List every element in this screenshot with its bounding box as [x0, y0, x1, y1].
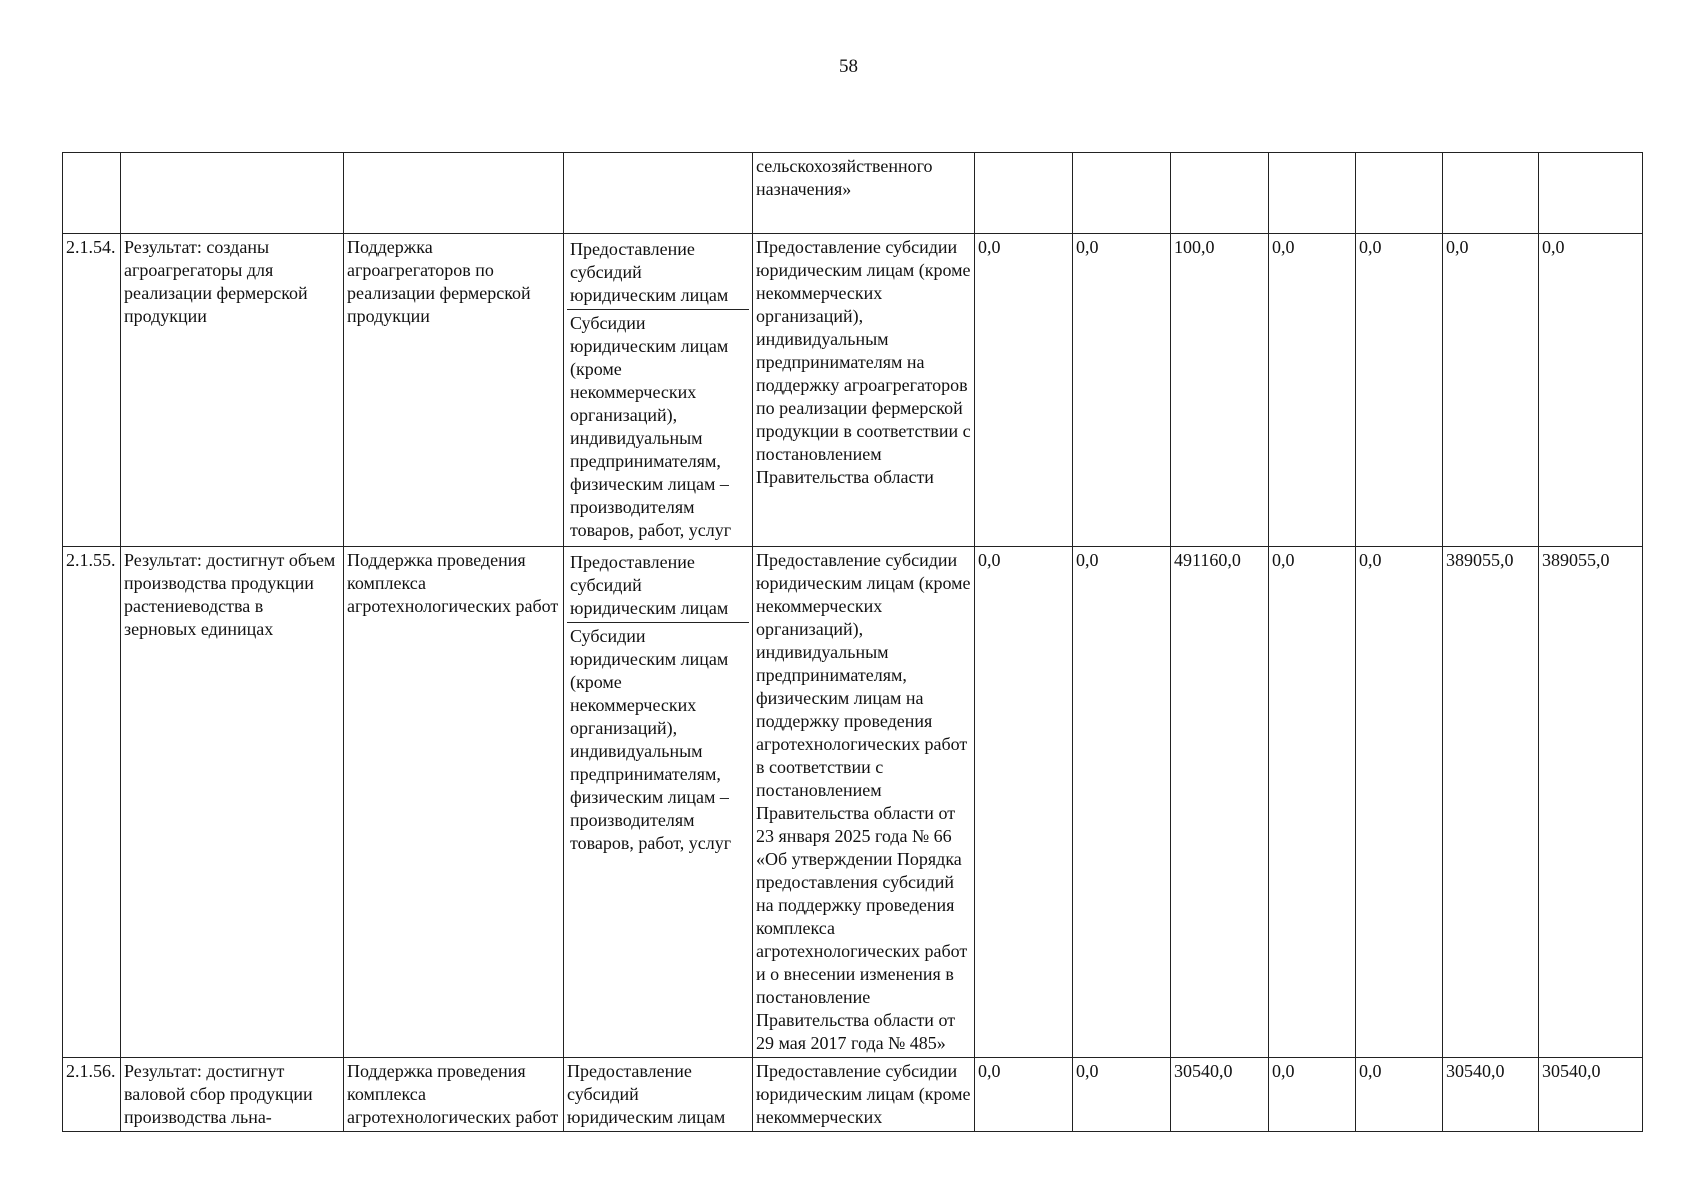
result-cell: Результат: достигнут объем производства продукции растениеводства в зерновых единицах — [121, 547, 344, 1058]
result-cell: Результат: созданы агроагрегаторы для реализации фермерской продукции — [121, 234, 344, 547]
value-cell: 0,0 — [1356, 547, 1443, 1058]
value-cell: 0,0 — [1356, 234, 1443, 547]
value-cell: 0,0 — [1356, 1058, 1443, 1132]
description-cell: сельскохозяйственного назначения» — [753, 153, 975, 234]
subsidy-type-a: Предоставление субсидий юридическим лицам — [567, 549, 749, 623]
value-cell: 389055,0 — [1443, 547, 1539, 1058]
value-cell: 30540,0 — [1443, 1058, 1539, 1132]
value-cell: 491160,0 — [1171, 547, 1269, 1058]
value-cell: 0,0 — [1073, 1058, 1171, 1132]
subsidy-type-b: Субсидии юридическим лицам (кроме некоммерческих организаций), индивидуальным предпринимателям, физическим лицам – производителям товаров, работ, услуг — [570, 313, 732, 540]
cell-empty — [1443, 153, 1539, 234]
table-row-continuation — [63, 153, 1643, 234]
value-cell: 0,0 — [975, 547, 1073, 1058]
value-cell: 30540,0 — [1171, 1058, 1269, 1132]
page-number: 58 — [839, 56, 858, 77]
value-cell: 0,0 — [1073, 234, 1171, 547]
cell-empty — [1073, 153, 1171, 234]
measure-cell: Поддержка агроагрегаторов по реализации фермерской продукции — [344, 234, 564, 547]
cell-empty — [975, 153, 1073, 234]
row-id: 2.1.56. — [63, 1058, 121, 1132]
cell-empty — [1539, 153, 1643, 234]
description-cell: Предоставление субсидии юридическим лицам (кроме некоммерческих — [753, 1058, 975, 1132]
cell-empty — [1269, 153, 1356, 234]
budget-table — [62, 152, 1643, 1132]
subsidy-type-a: Предоставление субсидий юридическим лицам — [564, 1058, 753, 1132]
description-cell: Предоставление субсидии юридическим лицам (кроме некоммерческих организаций), индивидуальным предпринимателям, физическим лицам на поддержку проведения агротехнологических работ в соответствии с постановлением Правительства области от 23 января 2025 года № 66 «Об утверждении Порядка предоставления субсидий на поддержку проведения комплекса агротехнологических работ и о внесении изменения в постановление Правительства области от 29 мая 2017 года № 485» — [753, 547, 975, 1058]
cell-empty — [564, 153, 753, 234]
value-cell: 0,0 — [1269, 547, 1356, 1058]
subsidy-type-cell — [564, 547, 753, 1058]
measure-cell: Поддержка проведения комплекса агротехнологических работ — [344, 1058, 564, 1132]
cell-empty — [344, 153, 564, 234]
measure-cell: Поддержка проведения комплекса агротехнологических работ — [344, 547, 564, 1058]
subsidy-type-a: Предоставление субсидий юридическим лицам — [567, 236, 749, 310]
value-cell: 0,0 — [1539, 234, 1643, 547]
value-cell: 0,0 — [1269, 234, 1356, 547]
value-cell: 0,0 — [975, 1058, 1073, 1132]
description-cell: Предоставление субсидии юридическим лицам (кроме некоммерческих организаций), индивидуальным предпринимателям на поддержку агроагрегаторов по реализации фермерской продукции в соответствии с постановлением Правительства области — [753, 234, 975, 547]
value-cell: 0,0 — [1269, 1058, 1356, 1132]
value-cell: 0,0 — [1443, 234, 1539, 547]
cell-empty — [121, 153, 344, 234]
cell-empty — [1356, 153, 1443, 234]
row-id: 2.1.55. — [63, 547, 121, 1058]
value-cell: 389055,0 — [1539, 547, 1643, 1058]
value-cell: 30540,0 — [1539, 1058, 1643, 1132]
table-row — [63, 1058, 1643, 1132]
subsidy-type-cell — [564, 234, 753, 547]
subsidy-type-b: Субсидии юридическим лицам (кроме некоммерческих организаций), индивидуальным предпринимателям, физическим лицам – производителям товаров, работ, услуг — [570, 626, 732, 853]
result-cell: Результат: достигнут валовой сбор продукции производства льна- — [121, 1058, 344, 1132]
value-cell: 100,0 — [1171, 234, 1269, 547]
cell-empty — [1171, 153, 1269, 234]
row-id: 2.1.54. — [63, 234, 121, 547]
table-row — [63, 234, 1643, 547]
value-cell: 0,0 — [1073, 547, 1171, 1058]
cell-empty — [63, 153, 121, 234]
table-row — [63, 547, 1643, 1058]
value-cell: 0,0 — [975, 234, 1073, 547]
